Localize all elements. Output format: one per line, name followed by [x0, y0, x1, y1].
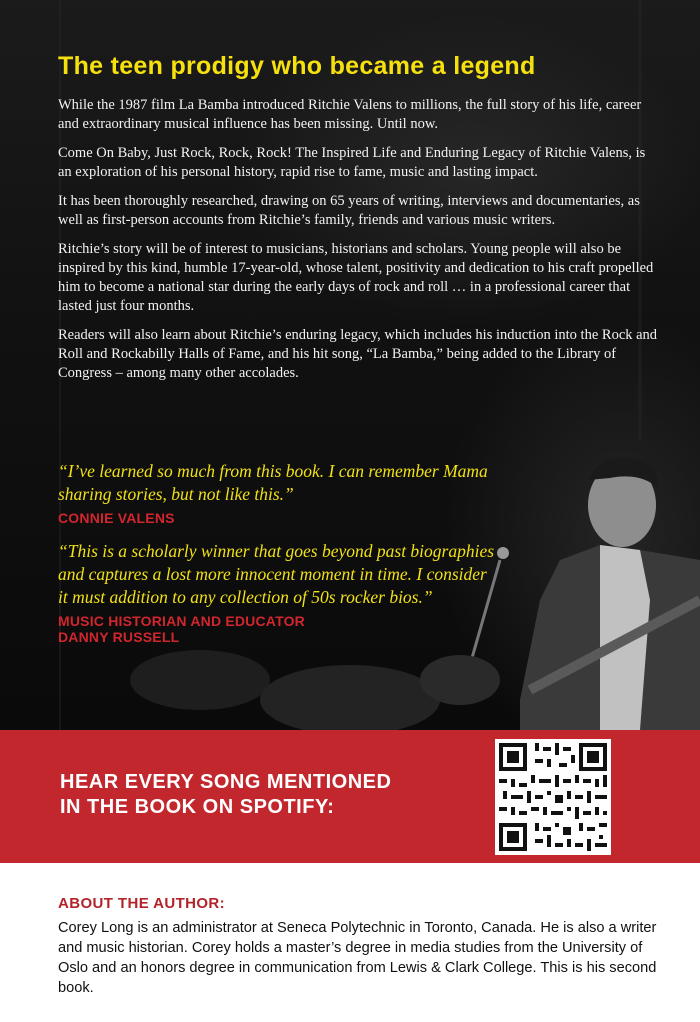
attribution-line: DANNY RUSSELL — [58, 629, 180, 645]
about-heading: ABOUT THE AUTHOR: — [58, 895, 226, 912]
quote-attribution: CONNIE VALENS — [58, 510, 175, 526]
spotify-line: HEAR EVERY SONG MENTIONED — [60, 771, 392, 793]
paragraph: Ritchie’s story will be of interest to musicians, historians and scholars. Young people will also be inspired by this kind, humble 17-year-old, whose talent, positivity and dedication to his craft propelled him to become a national star during the early days of rock and roll … in a professional career that lasted just four months. — [58, 241, 654, 314]
paragraph: Come On Baby, Just Rock, Rock, Rock! The Inspired Life and Enduring Legacy of Ritchie Valens, is an exploration of his personal history, rapid rise to fame, music and lasting impact. — [58, 145, 646, 180]
paragraph: It has been thoroughly researched, drawing on 65 years of writing, interviews and documentaries, as well as first-person accounts from Ritchie’s family, friends and various music writers. — [58, 193, 640, 228]
testimonials — [58, 460, 498, 645]
quote-attribution — [58, 613, 498, 645]
testimonial — [58, 460, 498, 526]
description — [58, 96, 658, 393]
spotify-line: IN THE BOOK ON SPOTIFY: — [60, 796, 335, 818]
qr-code-icon — [495, 739, 611, 855]
attribution-line: MUSIC HISTORIAN AND EDUCATOR — [58, 613, 305, 629]
quote-text: “I’ve learned so much from this book. I can remember Mama sharing stories, but not like this.” — [58, 461, 488, 504]
spotify-callout — [60, 770, 391, 820]
about-author — [58, 895, 658, 998]
quote-text: “This is a scholarly winner that goes beyond past biographies and captures a lost more innocent moment in time. I consider it must addition to any collection of 50s rocker bios.” — [58, 541, 495, 607]
author-bio: Corey Long is an administrator at Seneca Polytechnic in Toronto, Canada. He is also a writer and music historian. Corey holds a master’s degree in media studies from the University of Oslo and an honors degree in communication from Lewis & Clark College. This is his second book. — [58, 920, 657, 996]
headline: The teen prodigy who became a legend — [58, 52, 536, 80]
paragraph: While the 1987 film La Bamba introduced Ritchie Valens to millions, the full story of his life, career and extraordinary musical influence has been missing. Until now. — [58, 97, 642, 132]
paragraph: Readers will also learn about Ritchie’s enduring legacy, which includes his induction into the Rock and Roll and Rockabilly Halls of Fame, and his hit song, “La Bamba,” being added to the Library of Congress – among many other accolades. — [58, 327, 658, 381]
testimonial — [58, 540, 498, 645]
spotify-qr-code[interactable] — [495, 739, 611, 855]
spotify-banner — [0, 730, 700, 863]
